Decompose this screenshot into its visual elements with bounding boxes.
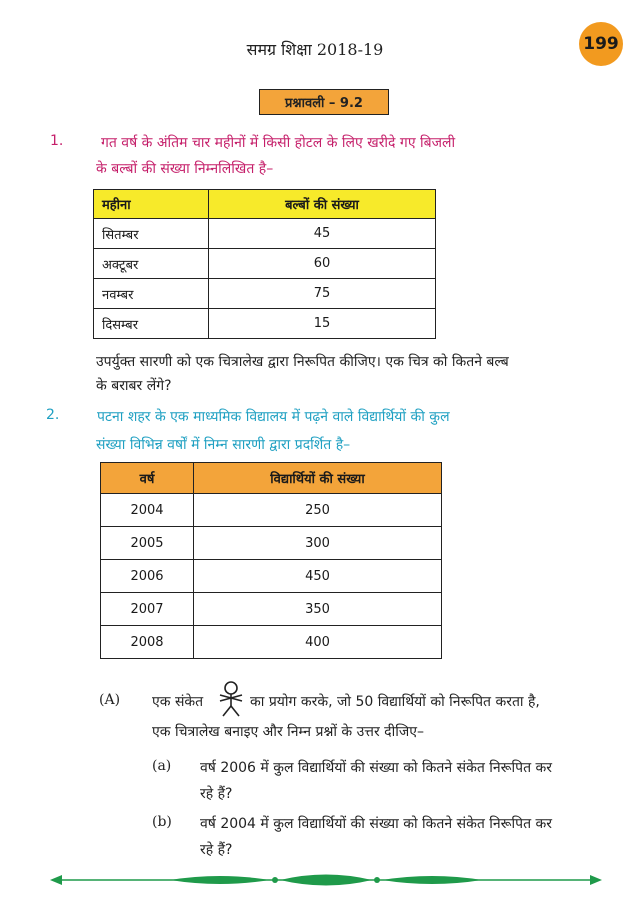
table-cell: 300: [194, 527, 442, 560]
table-cell: 2005: [101, 527, 194, 560]
table-row: [101, 527, 442, 560]
table-header-row: [94, 190, 436, 219]
question-2-number: 2.: [46, 407, 60, 423]
table-cell: 2008: [101, 626, 194, 659]
table-row: [101, 494, 442, 527]
page-number-badge: 199: [579, 22, 623, 66]
table-cell: नवम्बर: [94, 279, 209, 309]
bulbs-table: [93, 189, 436, 339]
table-row: [94, 249, 436, 279]
table-cell: 2004: [101, 494, 194, 527]
table-row: [101, 593, 442, 626]
table-cell: 60: [209, 249, 436, 279]
table-cell: 2007: [101, 593, 194, 626]
table-cell: 2006: [101, 560, 194, 593]
question-1-instruction-line-1: उपर्युक्त सारणी को एक चित्रालेख द्वारा निरूपित कीजिए। एक चित्र को कितने बल्ब: [96, 354, 509, 370]
part-a-label: (A): [99, 692, 121, 708]
table-cell: 45: [209, 219, 436, 249]
question-2-line-2: संख्या विभिन्न वर्षों में निम्न सारणी द्वारा प्रदर्शित है–: [96, 437, 351, 453]
subquestion-b-label: (b): [152, 814, 172, 830]
question-1-line-2: के बल्बों की संख्या निम्नलिखित है–: [96, 161, 274, 177]
table-cell: दिसम्बर: [94, 309, 209, 339]
question-1-instruction-line-2: के बराबर लेंगे?: [96, 378, 172, 394]
table-cell: 250: [194, 494, 442, 527]
subquestion-a-line-2: रहे हैं?: [200, 786, 233, 802]
table-row: [94, 279, 436, 309]
table-header-row: [101, 463, 442, 494]
table-cell: 450: [194, 560, 442, 593]
exercise-title: प्रश्नावली – 9.2: [259, 89, 389, 115]
column-header-year: वर्ष: [101, 463, 194, 494]
table-row: [101, 626, 442, 659]
table-row: [101, 560, 442, 593]
table-row: [94, 309, 436, 339]
table-cell: 75: [209, 279, 436, 309]
part-a-line-2: एक चित्रालेख बनाइए और निम्न प्रश्नों के उत्तर दीजिए–: [152, 724, 424, 740]
book-title: समग्र शिक्षा 2018-19: [246, 40, 384, 59]
part-a-text-before-symbol: एक संकेत: [152, 694, 204, 710]
subquestion-a-label: (a): [152, 758, 172, 774]
table-row: [94, 219, 436, 249]
decorative-divider: [50, 868, 602, 892]
question-2-line-1: पटना शहर के एक माध्यमिक विद्यालय में पढ़ने वाले विद्यार्थियों की कुल: [97, 409, 450, 425]
column-header-student-count: विद्यार्थियों की संख्या: [194, 463, 442, 494]
students-table: [100, 462, 442, 659]
question-1-line-1: गत वर्ष के अंतिम चार महीनों में किसी होटल के लिए खरीदे गए बिजली: [101, 135, 456, 151]
subquestion-a-line-1: वर्ष 2006 में कुल विद्यार्थियों की संख्या को कितने संकेत निरूपित कर: [200, 760, 553, 776]
table-cell: 15: [209, 309, 436, 339]
question-1-number: 1.: [50, 133, 64, 149]
column-header-bulb-count: बल्बों की संख्या: [209, 190, 436, 219]
stick-figure-icon: [218, 680, 244, 718]
subquestion-b-line-2: रहे हैं?: [200, 842, 233, 858]
subquestion-b-line-1: वर्ष 2004 में कुल विद्यार्थियों की संख्या को कितने संकेत निरूपित कर: [200, 816, 553, 832]
part-a-text-after-symbol: का प्रयोग करके, जो 50 विद्यार्थियों को निरूपित करता है,: [250, 694, 540, 710]
table-cell: 350: [194, 593, 442, 626]
column-header-month: महीना: [94, 190, 209, 219]
table-cell: सितम्बर: [94, 219, 209, 249]
table-cell: 400: [194, 626, 442, 659]
table-cell: अक्टूबर: [94, 249, 209, 279]
